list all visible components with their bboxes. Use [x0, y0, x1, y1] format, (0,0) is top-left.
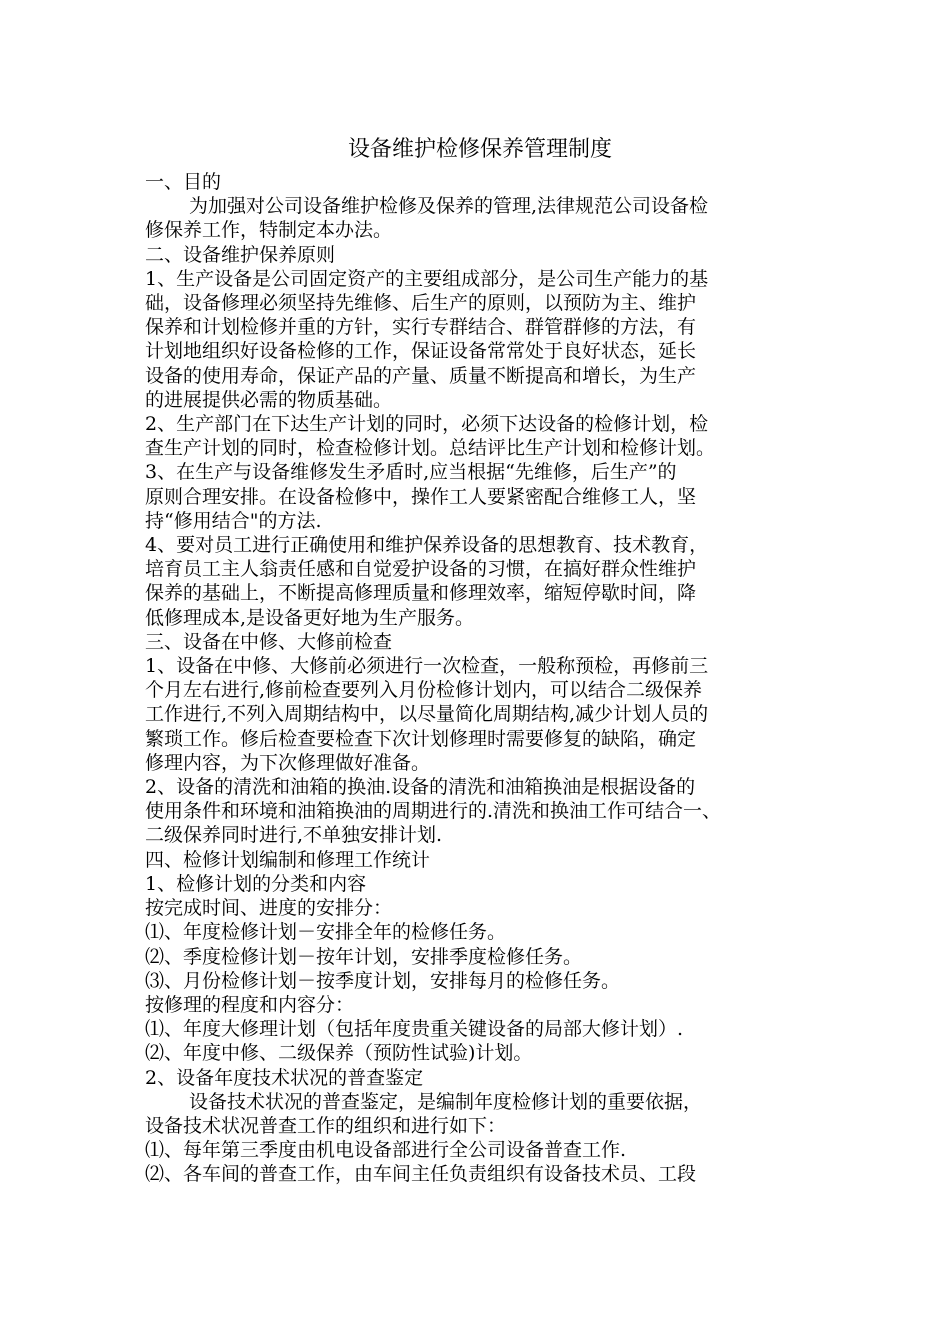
text-line: 二、设备维护保养原则	[145, 243, 336, 266]
document-page	[145, 132, 815, 1187]
text-line: 保养的基础上，不断提高修理质量和修理效率，缩短停歇时间，降	[145, 582, 697, 605]
text-line: 工作进行,不列入周期结构中，以尽量简化周期结构,减少计划人员的	[145, 703, 709, 726]
text-line: 查生产计划的同时，检查检修计划。总结评比生产计划和检修计划。	[145, 437, 716, 460]
text-line: 持“修用结合"的方法.	[145, 509, 322, 532]
text-line: 培育员工主人翁责任感和自觉爱护设备的习惯，在搞好群众性维护	[145, 558, 697, 581]
text-line: 计划地组织好设备检修的工作，保证设备常常处于良好状态，延长	[145, 340, 697, 363]
text-line: ⑵、季度检修计划－按年计划，安排季度检修任务。	[145, 945, 583, 968]
text-line: 修保养工作，特制定本办法。	[145, 219, 393, 242]
text-line: 1、设备在中修、大修前必须进行一次检查，一般称预检，再修前三	[145, 655, 709, 678]
text-line: ⑶、月份检修计划－按季度计划，安排每月的检修任务。	[145, 969, 621, 992]
text-line: ⑵、各车间的普查工作，由车间主任负责组织有设备技术员、工段	[145, 1163, 697, 1186]
text-line: ⑴、每年第三季度由机电设备部进行全公司设备普查工作.	[145, 1139, 627, 1162]
text-line: ⑴、年度大修理计划（包括年度贵重关键设备的局部大修计划）.	[145, 1018, 684, 1041]
text-line: 设备技术状况普查工作的组织和进行如下：	[145, 1114, 507, 1137]
text-line: 繁琐工作。修后检查要检查下次计划修理时需要修复的缺陷，确定	[145, 727, 697, 750]
text-line: 四、检修计划编制和修理工作统计	[145, 848, 431, 871]
text-line: 按完成时间、进度的安排分：	[145, 897, 393, 920]
document-title: 设备维护检修保养管理制度	[347, 137, 612, 162]
text-line: 1、检修计划的分类和内容	[145, 872, 367, 895]
text-line: 2、生产部门在下达生产计划的同时，必须下达设备的检修计划，检	[145, 413, 709, 436]
text-line: 使用条件和环境和油箱换油的周期进行的.清洗和换油工作可结合一、	[145, 800, 722, 823]
text-line: 4、要对员工进行正确使用和维护保养设备的思想教育、技术教育，	[145, 534, 709, 557]
text-line: 个月左右进行,修前检查要列入月份检修计划内，可以结合二级保养	[145, 679, 703, 702]
text-line: 2、设备的清洗和油箱的换油.设备的清洗和油箱换油是根据设备的	[145, 776, 696, 799]
text-line: 3、在生产与设备维修发生矛盾时,应当根据“先维修，后生产”的	[145, 461, 677, 484]
text-line: 1、生产设备是公司固定资产的主要组成部分，是公司生产能力的基	[145, 267, 709, 290]
text-line: 修理内容，为下次修理做好准备。	[145, 751, 431, 774]
text-line: 原则合理安排。在设备检修中，操作工人要紧密配合维修工人，坚	[145, 485, 697, 508]
text-line: 一、目的	[145, 171, 222, 193]
text-line: ⑵、年度中修、二级保养（预防性试验)计划。	[145, 1042, 533, 1065]
text-line: 础，设备修理必须坚持先维修、后生产的原则，以预防为主、维护	[145, 292, 697, 315]
text-line: ⑴、年度检修计划－安排全年的检修任务。	[145, 921, 507, 944]
text-line: 设备的使用寿命，保证产品的产量、质量不断提高和增长，为生产	[145, 364, 697, 387]
text-line: 保养和计划检修并重的方针，实行专群结合、群管群修的方法，有	[145, 316, 697, 339]
text-line: 2、设备年度技术状况的普查鉴定	[145, 1066, 424, 1089]
text-line: 三、设备在中修、大修前检查	[145, 630, 393, 653]
text-line: 低修理成本,是设备更好地为生产服务。	[145, 606, 475, 629]
text-line: 为加强对公司设备维护检修及保养的管理,法律规范公司设备检	[189, 195, 709, 218]
text-line: 的进展提供必需的物质基础。	[145, 388, 393, 411]
text-line: 二级保养同时进行,不单独安排计划.	[145, 824, 443, 847]
text-line: 设备技术状况的普查鉴定，是编制年度检修计划的重要依据，	[189, 1090, 703, 1113]
document-body	[145, 170, 815, 1187]
text-line: 按修理的程度和内容分：	[145, 993, 355, 1016]
